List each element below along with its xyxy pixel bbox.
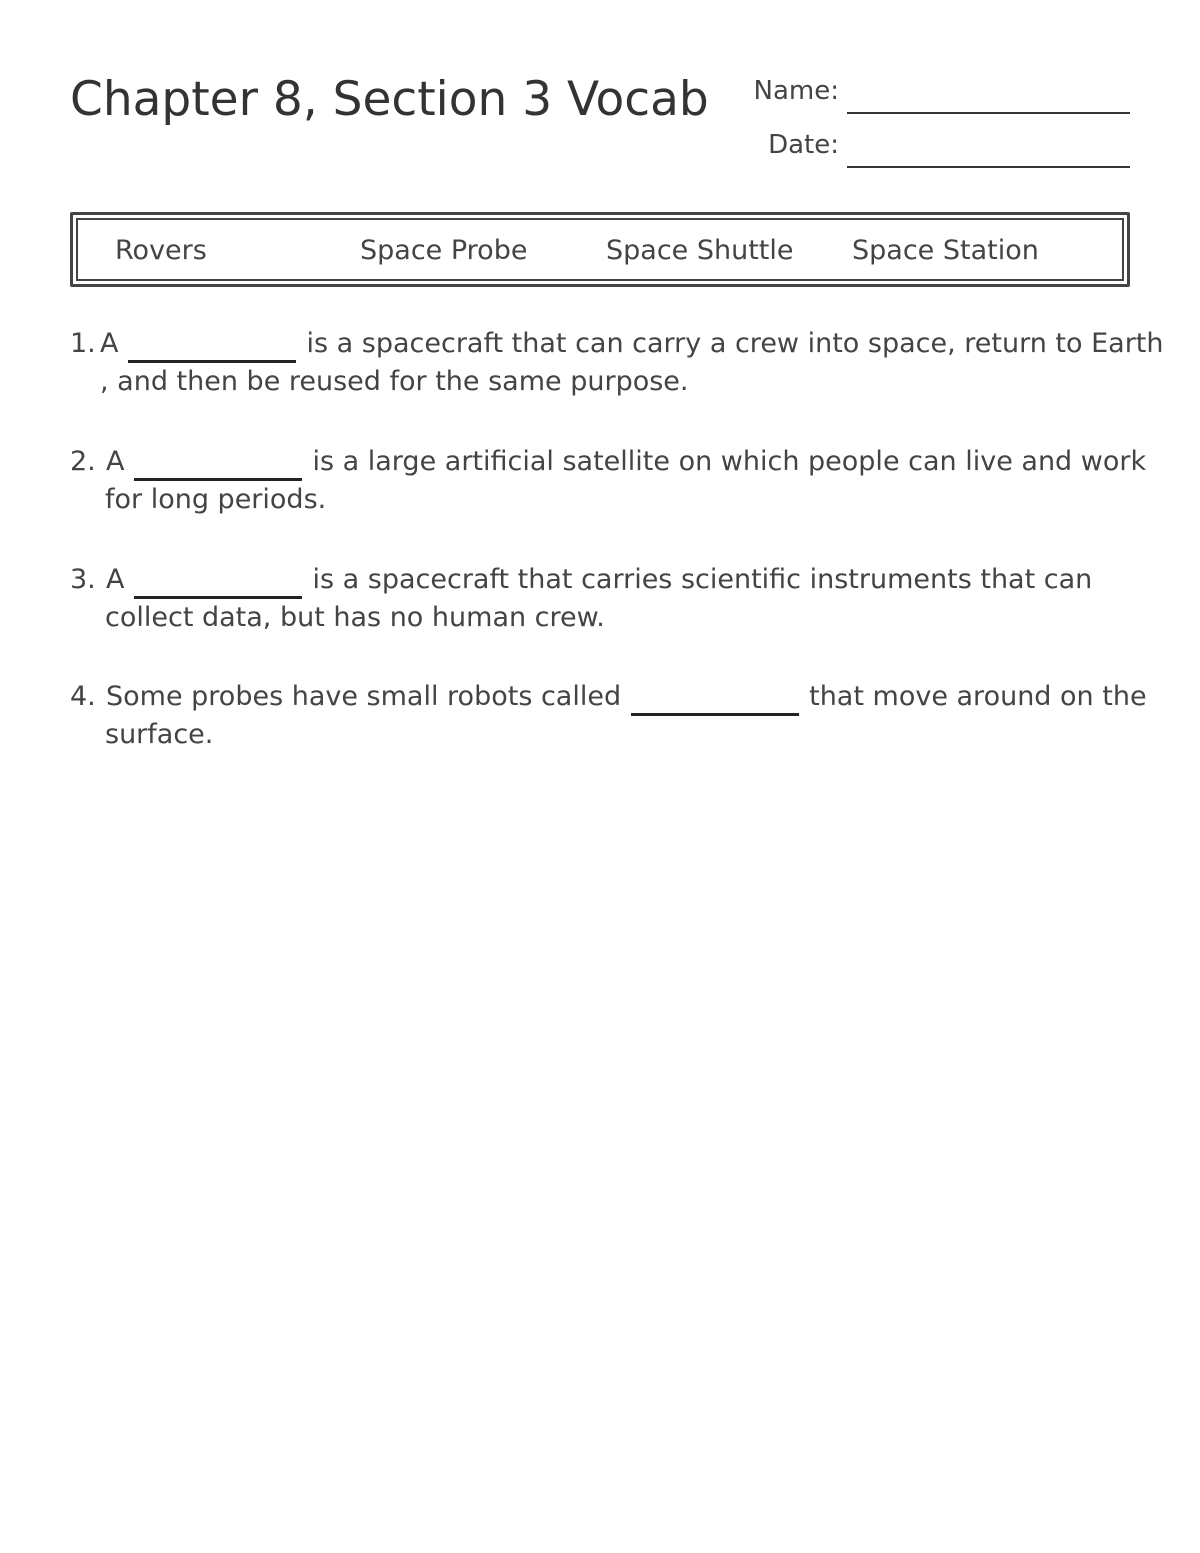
question-4	[70, 678, 1147, 754]
question-continuation: , and then be reused for the same purpose.	[100, 366, 689, 397]
question-continuation: for long periods.	[105, 484, 327, 515]
question-number: 3.	[70, 564, 96, 595]
word-bank-item: Space Station	[852, 235, 1039, 266]
question-continuation: surface.	[105, 719, 214, 750]
page-title: Chapter 8, Section 3 Vocab	[70, 72, 709, 127]
question-1	[70, 325, 1164, 401]
word-bank	[70, 212, 1130, 287]
answer-blank[interactable]	[128, 338, 296, 363]
question-number: 4.	[70, 681, 96, 712]
question-number: 2.	[70, 446, 96, 477]
answer-blank[interactable]	[631, 691, 799, 716]
name-label: Name:	[753, 76, 839, 106]
answer-blank[interactable]	[134, 456, 302, 481]
question-text-after: that move around on the	[809, 681, 1147, 712]
question-text-before: A	[106, 446, 125, 477]
question-number: 1.	[70, 328, 96, 359]
date-label: Date:	[768, 130, 839, 160]
question-3	[70, 561, 1140, 637]
word-bank-item: Rovers	[115, 235, 207, 266]
question-text-before: A	[106, 564, 125, 595]
word-bank-item: Space Shuttle	[606, 235, 794, 266]
name-line[interactable]	[847, 112, 1130, 114]
question-2	[70, 443, 1147, 519]
question-text-after: is a spacecraft that can carry a crew into space, return to Earth	[306, 328, 1164, 359]
name-field-row	[754, 78, 1130, 114]
word-bank-item: Space Probe	[360, 235, 528, 266]
question-text-after: is a large artificial satellite on which people can live and work	[312, 446, 1147, 477]
question-text-before: Some probes have small robots called	[106, 681, 622, 712]
date-line[interactable]	[847, 166, 1130, 168]
question-text-after: is a spacecraft that carries scientific instruments that can	[312, 564, 1093, 595]
answer-blank[interactable]	[134, 574, 302, 599]
question-continuation: collect data, but has no human crew.	[105, 602, 605, 633]
question-text-before: A	[100, 328, 119, 359]
date-field-row	[768, 132, 1130, 168]
